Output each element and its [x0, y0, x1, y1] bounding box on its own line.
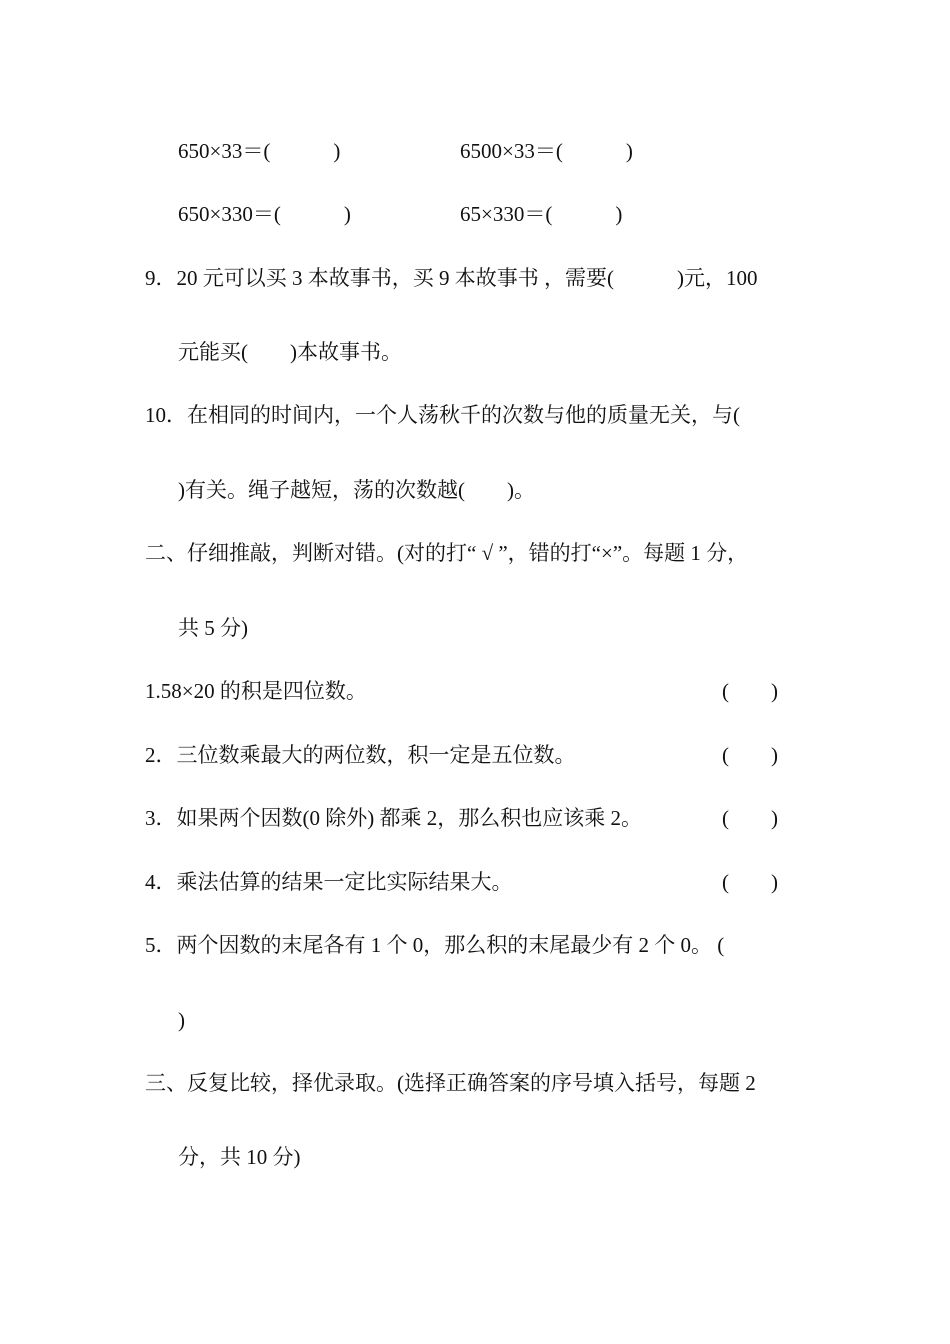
section-2-heading-cont: 共 5 分)	[178, 616, 248, 640]
judge-item-3-text: 3．如果两个因数(0 除外) 都乘 2，那么积也应该乘 2。	[145, 806, 642, 830]
calc-item-650x33: 650×33＝( )	[178, 139, 341, 163]
judge-item-2-text: 2．三位数乘最大的两位数，积一定是五位数。	[145, 743, 576, 767]
section-3-heading: 三、反复比较，择优录取。(选择正确答案的序号填入括号，每题 2	[145, 1071, 756, 1095]
question-10-line1: 10．在相同的时间内，一个人荡秋千的次数与他的质量无关，与(	[145, 403, 740, 427]
judge-item-2-answer-bracket: ( )	[722, 743, 778, 767]
section-2-heading: 二、仔细推敲，判断对错。(对的打“ √ ”，错的打“×”。每题 1 分，	[145, 541, 749, 565]
judge-item-1-text: 1.58×20 的积是四位数。	[145, 679, 367, 703]
question-9-line1: 9．20 元可以买 3 本故事书，买 9 本故事书 ，需要( )元，100	[145, 266, 758, 290]
section-3-heading-cont: 分，共 10 分)	[178, 1145, 301, 1169]
calc-item-6500x33: 6500×33＝( )	[460, 139, 633, 163]
judge-item-4-answer-bracket: ( )	[722, 870, 778, 894]
calc-item-65x330: 65×330＝( )	[460, 202, 623, 226]
judge-item-1-answer-bracket: ( )	[722, 679, 778, 703]
question-9-line2: 元能买( )本故事书。	[178, 340, 402, 364]
judge-item-5-text: 5．两个因数的末尾各有 1 个 0，那么积的末尾最少有 2 个 0。 (	[145, 933, 725, 957]
calc-item-650x330: 650×330＝( )	[178, 202, 351, 226]
judge-item-3-answer-bracket: ( )	[722, 806, 778, 830]
question-10-line2: )有关。绳子越短，荡的次数越( )。	[178, 478, 535, 502]
judge-item-5-answer-bracket: )	[178, 1008, 185, 1032]
judge-item-4-text: 4．乘法估算的结果一定比实际结果大。	[145, 870, 513, 894]
